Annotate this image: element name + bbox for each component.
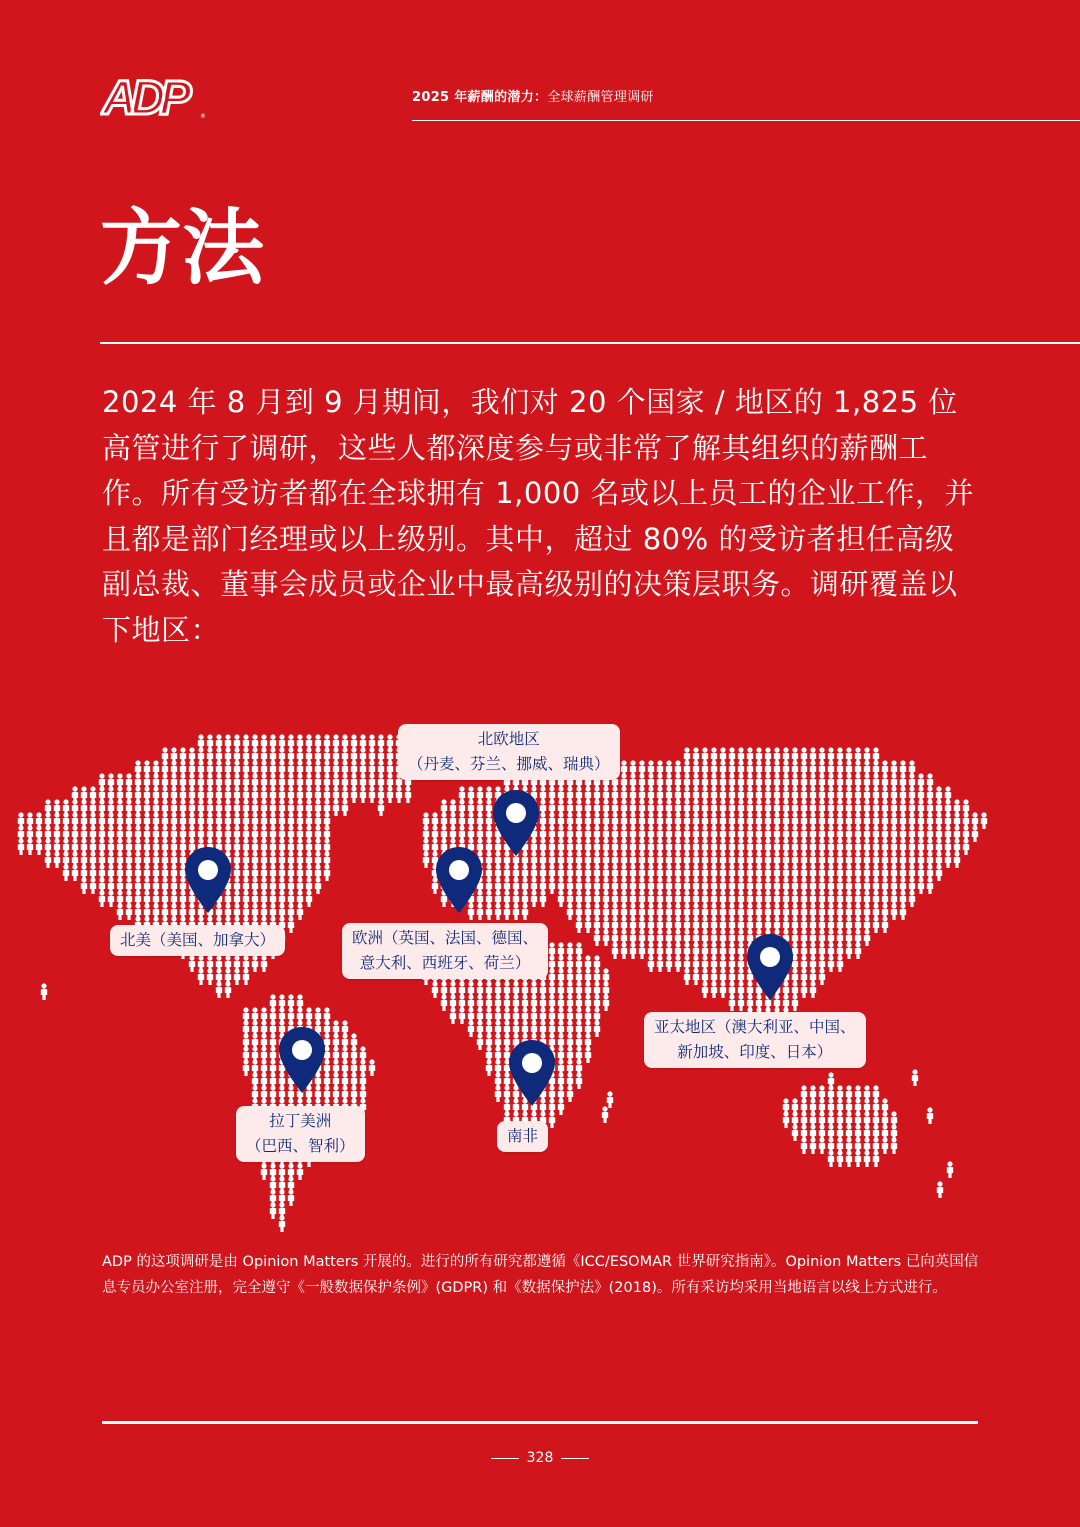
header-divider [412,120,1080,121]
page-title: 方法 [100,201,265,296]
region-label-latam: 拉丁美洲 （巴西、智利） [236,1106,365,1162]
location-pin-icon [183,845,233,915]
adp-logo [100,70,210,122]
intro-paragraph: 2024 年 8 月到 9 月期间，我们对 20 个国家 / 地区的 1,825 位高管进行了调研，这些人都深度参与或非常了解其组织的薪酬工作。所有受访者都在全球拥有 1,000 名或以上员工的企业工作，并且都是部门经理或以上级别。其中，超过 80% 的受访者担任高级副总裁、董事会成员或企业中最高级别的决策层职务。调研覆盖以下地区： [102,385,974,647]
svg-text:®: ® [200,113,206,120]
region-label-north-america: 北美（美国、加拿大） [110,925,285,956]
location-pin-icon [491,788,541,858]
methodology-footnote: ADP 的这项调研是由 Opinion Matters 开展的。进行的所有研究都遵循《ICC/ESOMAR 世界研究指南》。Opinion Matters 已向英国信息专员办公室注册，完全遵守《一般数据保护条例》(GDPR) 和《数据保护法》(2018)。所有采访均采用当地语言以线上方式进行。 [102,1254,979,1296]
region-label-nordics: 北欧地区 （丹麦、芬兰、挪威、瑞典） [398,724,620,780]
region-label-apac: 亚太地区（澳大利亚、中国、 新加坡、印度、日本） [644,1012,866,1068]
footer-divider [102,1421,978,1424]
page-number: 328 [0,1450,1080,1466]
location-pin-icon [434,845,484,915]
region-label-south-africa: 南非 [497,1121,548,1152]
title-divider [100,342,1080,344]
location-pin-icon [277,1025,327,1095]
world-map [0,700,1080,1240]
report-title: 2025 年薪酬的潜力：全球薪酬管理调研 [412,90,654,105]
region-label-europe: 欧洲（英国、法国、德国、 意大利、西班牙、荷兰） [342,923,548,979]
location-pin-icon [745,932,795,1002]
location-pin-icon [507,1038,557,1108]
svg-text:ADP: ADP [102,72,186,122]
